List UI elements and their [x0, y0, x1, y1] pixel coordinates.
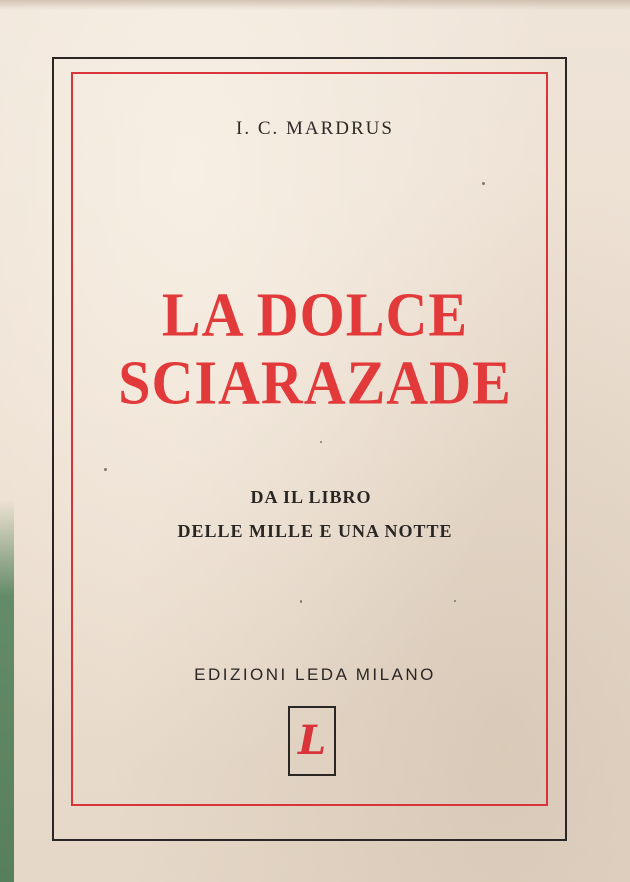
- title-line-2: SCIARAZADE: [118, 347, 512, 418]
- publisher-name: EDIZIONI LEDA MILANO: [194, 665, 436, 684]
- paper-speck: [300, 600, 302, 603]
- author-name: I. C. MARDRUS: [236, 118, 394, 139]
- paper-speck: [482, 182, 485, 185]
- worn-spine-edge: [0, 500, 14, 882]
- worn-top-edge: [0, 0, 630, 10]
- publisher-logo-letter: L: [297, 717, 327, 764]
- subtitle-line-1: DA IL LIBRO: [250, 487, 372, 507]
- paper-speck: [454, 600, 456, 602]
- paper-speck: [104, 468, 107, 471]
- paper-speck: [320, 441, 322, 443]
- publisher-logo: [288, 706, 336, 776]
- title-line-1: LA DOLCE: [161, 279, 469, 350]
- subtitle-line-2: DELLE MILLE E UNA NOTTE: [177, 521, 453, 541]
- inner-red-frame: [71, 72, 548, 806]
